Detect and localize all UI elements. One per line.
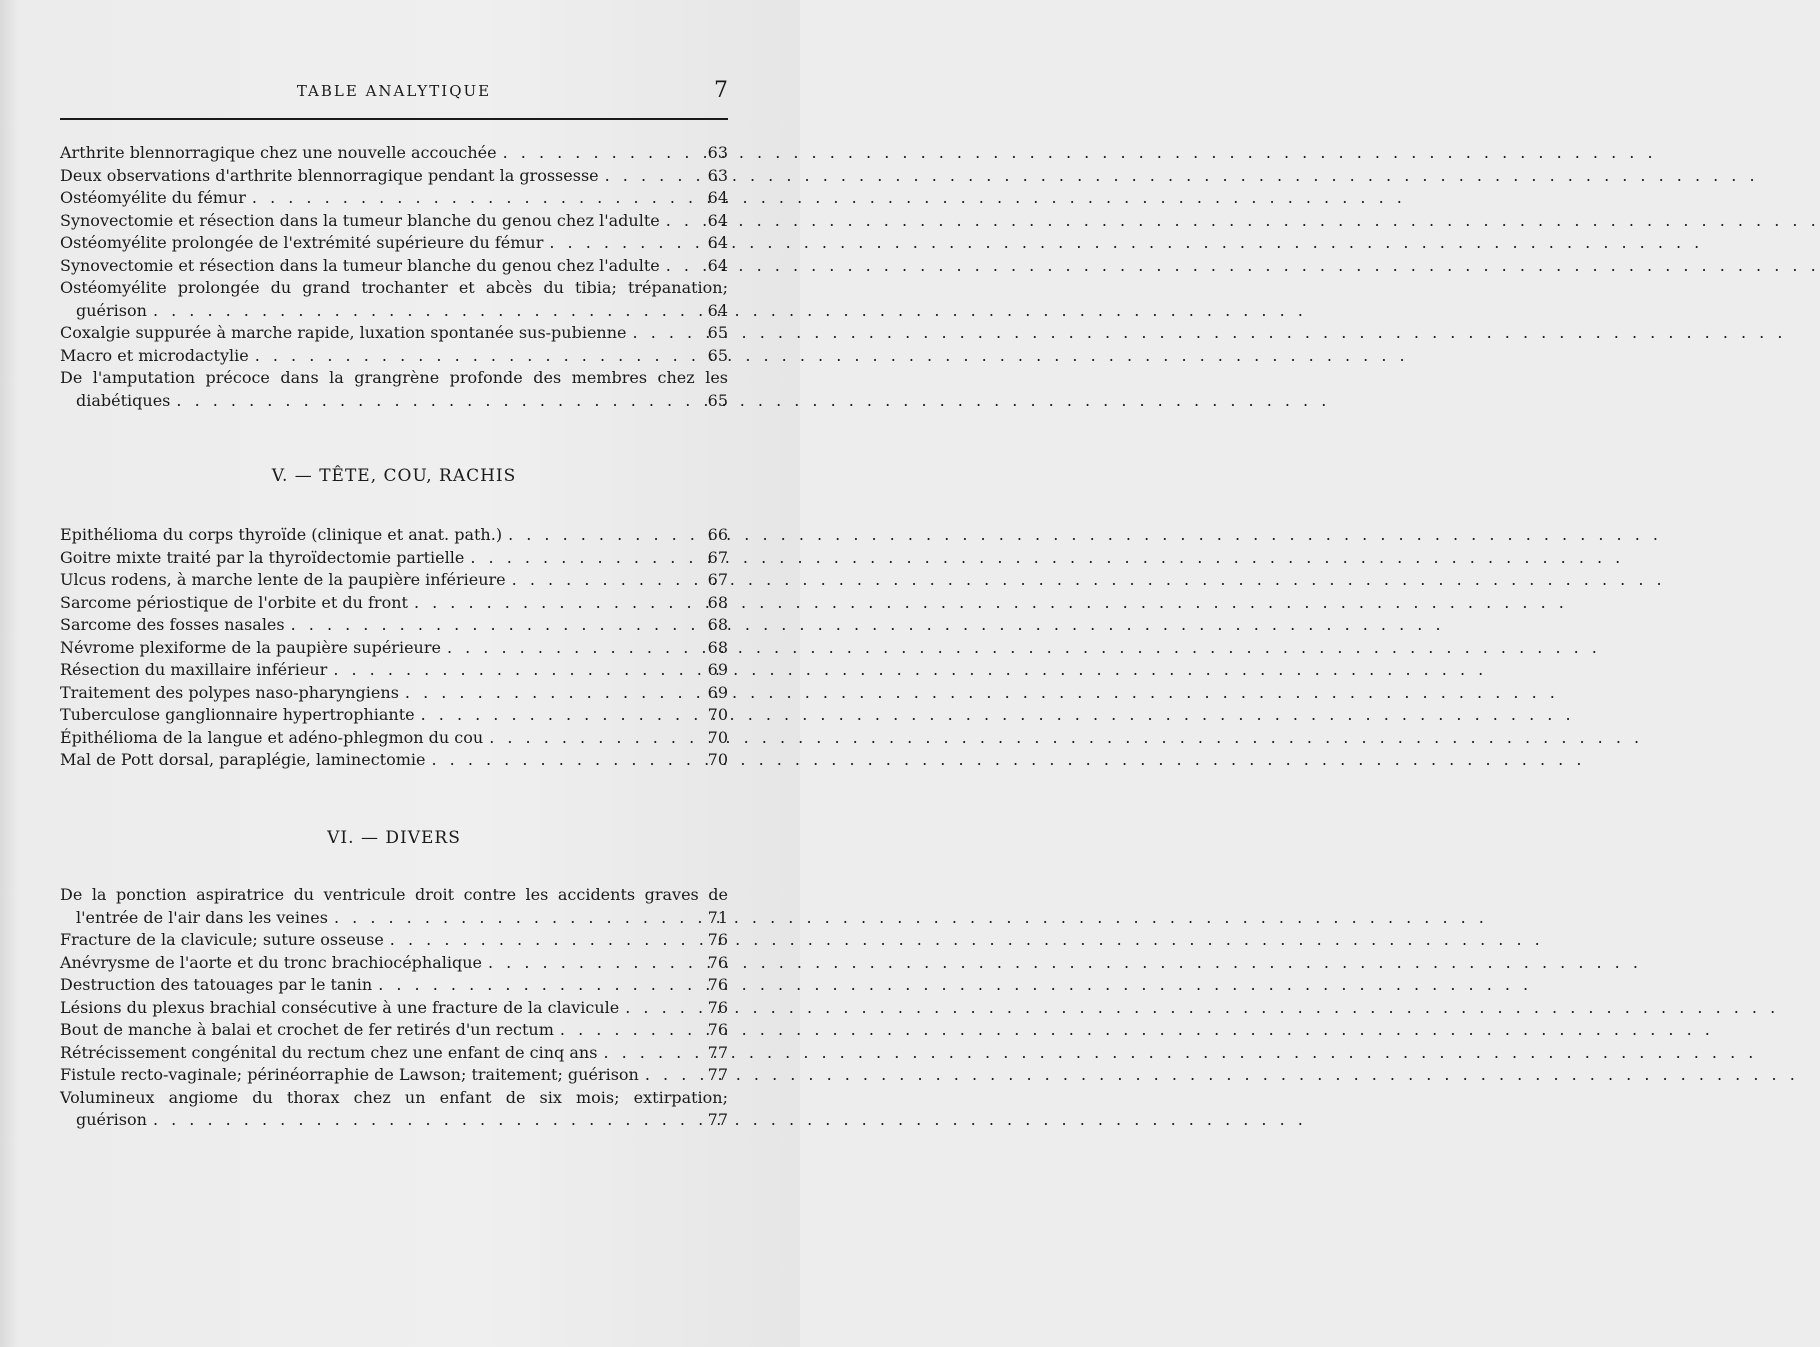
entry-page: 77 bbox=[707, 1110, 728, 1129]
entry-page: 63 bbox=[707, 143, 728, 162]
toc-entry bbox=[60, 322, 728, 345]
entry-title: Deux observations d'arthrite blennorragique pendant la grossesse bbox=[60, 165, 599, 185]
dot-leader bbox=[512, 569, 692, 592]
toc-entry bbox=[60, 345, 728, 368]
entry-page: 68 bbox=[707, 615, 728, 634]
toc-entry bbox=[60, 659, 728, 682]
toc-entry bbox=[60, 682, 728, 705]
entry-page: 63 bbox=[707, 165, 728, 185]
entry-page: 70 bbox=[707, 727, 728, 747]
dot-leader bbox=[153, 300, 692, 323]
toc-entry bbox=[60, 1042, 728, 1065]
dot-leader bbox=[605, 165, 692, 188]
toc-entry bbox=[60, 929, 728, 952]
dot-leader bbox=[447, 637, 692, 660]
entry-title: Épithélioma de la langue et adéno-phlegmon du cou bbox=[60, 727, 484, 747]
dot-leader bbox=[625, 997, 692, 1020]
dot-leader bbox=[255, 345, 692, 368]
entry-title-line2: l'entrée de l'air dans les veines bbox=[76, 907, 328, 927]
dot-leader bbox=[252, 187, 692, 210]
entry-title-line2: guérison bbox=[76, 300, 147, 320]
entry-title: Lésions du plexus brachial consécutive à une fracture de la clavicule bbox=[60, 997, 620, 1017]
entry-title: Fracture de la clavicule; suture osseuse bbox=[60, 930, 384, 949]
entry-title: Ostéomyélite prolongée de l'extrémité supérieure du fémur bbox=[60, 233, 544, 252]
entry-page: 76 bbox=[707, 975, 728, 994]
section-vi-title: VI. — DIVERS bbox=[327, 828, 461, 848]
entry-title: Sarcome périostique de l'orbite et du front bbox=[60, 592, 408, 612]
dot-leader bbox=[414, 592, 692, 615]
entry-page: 68 bbox=[707, 592, 728, 612]
entry-title: Névrome plexiforme de la paupière supérieure bbox=[60, 637, 441, 657]
entry-page: 77 bbox=[707, 1065, 728, 1084]
dot-leader bbox=[666, 210, 692, 233]
entry-page: 67 bbox=[707, 570, 728, 589]
entry-title: Anévrysme de l'aorte et du tronc brachiocéphalique bbox=[60, 952, 482, 972]
toc-entry bbox=[60, 569, 728, 592]
page-header bbox=[60, 78, 728, 108]
section-v-title: V. — TÊTE, COU, RACHIS bbox=[271, 466, 517, 486]
entry-page: 64 bbox=[707, 255, 728, 275]
entry-title: Ulcus rodens, à marche lente de la paupière inférieure bbox=[60, 570, 506, 589]
dot-leader bbox=[390, 929, 692, 952]
entry-page: 69 bbox=[707, 682, 728, 702]
toc-entry bbox=[60, 974, 728, 997]
entry-page: 64 bbox=[707, 188, 728, 207]
dot-leader bbox=[176, 390, 692, 413]
entry-title: Ostéomyélite du fémur bbox=[60, 188, 246, 207]
dot-leader bbox=[378, 974, 692, 997]
toc-entry bbox=[60, 547, 728, 570]
entry-page: 65 bbox=[707, 345, 728, 365]
toc-entry bbox=[60, 165, 728, 188]
entry-title: Traitement des polypes naso-pharyngiens bbox=[60, 682, 399, 702]
dot-leader bbox=[405, 682, 692, 705]
dot-leader bbox=[153, 1109, 692, 1132]
entry-page: 70 bbox=[707, 705, 728, 724]
toc-entry bbox=[60, 1087, 728, 1132]
entry-page: 76 bbox=[707, 952, 728, 972]
toc-entry bbox=[60, 187, 728, 210]
entry-page: 67 bbox=[707, 547, 728, 567]
entry-title: Destruction des tatouages par le tanin bbox=[60, 975, 373, 994]
dot-leader bbox=[603, 1042, 692, 1065]
toc-entry bbox=[60, 727, 728, 750]
toc-entry bbox=[60, 884, 728, 929]
dot-leader bbox=[488, 952, 692, 975]
entry-page: 76 bbox=[707, 1020, 728, 1039]
entry-title: Tuberculose ganglionnaire hypertrophiante bbox=[60, 705, 415, 724]
entry-title: Mal de Pott dorsal, paraplégie, laminectomie bbox=[60, 750, 426, 769]
book-page bbox=[0, 0, 800, 1347]
dot-leader bbox=[666, 255, 692, 278]
entry-page: 64 bbox=[707, 233, 728, 252]
toc-entry bbox=[60, 142, 728, 165]
toc-entry bbox=[60, 524, 728, 547]
entry-page: 76 bbox=[707, 930, 728, 949]
dot-leader bbox=[645, 1064, 692, 1087]
entry-title-line2: diabétiques bbox=[76, 390, 171, 410]
dot-leader bbox=[489, 727, 692, 750]
entry-title: Goitre mixte traité par la thyroïdectomie partielle bbox=[60, 547, 465, 567]
entry-title: Coxalgie suppurée à marche rapide, luxation spontanée sus-pubienne bbox=[60, 323, 627, 342]
dot-leader bbox=[508, 524, 692, 547]
toc-entry bbox=[60, 637, 728, 660]
entry-page: 66 bbox=[707, 525, 728, 544]
entry-page: 76 bbox=[707, 997, 728, 1017]
entry-title-line1: De l'amputation précoce dans la grangrène profonde des membres chez les bbox=[60, 368, 728, 387]
entry-page: 65 bbox=[707, 323, 728, 342]
toc-entry bbox=[60, 614, 728, 637]
entry-page: 77 bbox=[707, 1042, 728, 1062]
entry-title-line1: Volumineux angiome du thorax chez un enfant de six mois; extirpation; bbox=[60, 1087, 728, 1107]
toc-entry bbox=[60, 1019, 728, 1042]
entry-title-line2: guérison bbox=[76, 1110, 147, 1129]
dot-leader bbox=[291, 614, 692, 637]
toc-entry bbox=[60, 367, 728, 412]
entry-title: Rétrécissement congénital du rectum chez une enfant de cinq ans bbox=[60, 1042, 598, 1062]
entry-title: Synovectomie et résection dans la tumeur blanche du genou chez l'adulte bbox=[60, 255, 660, 275]
toc-entry bbox=[60, 210, 728, 233]
entry-title: Arthrite blennorragique chez une nouvelle accouchée bbox=[60, 143, 497, 162]
toc-entry bbox=[60, 1064, 728, 1087]
toc-entry bbox=[60, 592, 728, 615]
header-rule bbox=[60, 118, 728, 120]
running-title: TABLE ANALYTIQUE bbox=[296, 82, 492, 100]
toc-entry bbox=[60, 997, 728, 1020]
section-v-entries bbox=[60, 524, 728, 772]
entry-title: Sarcome des fosses nasales bbox=[60, 615, 285, 634]
entry-page: 64 bbox=[707, 210, 728, 230]
page-number: 7 bbox=[714, 78, 728, 103]
toc-entry bbox=[60, 277, 728, 322]
entry-title: Bout de manche à balai et crochet de fer retirés d'un rectum bbox=[60, 1020, 554, 1039]
dot-leader bbox=[421, 704, 692, 727]
toc-entry bbox=[60, 704, 728, 727]
entry-title: Synovectomie et résection dans la tumeur blanche du genou chez l'adulte bbox=[60, 210, 660, 230]
section-iv-entries bbox=[60, 142, 728, 412]
dot-leader bbox=[333, 659, 692, 682]
section-vi-entries bbox=[60, 884, 728, 1132]
entry-title: Macro et microdactylie bbox=[60, 345, 249, 365]
dot-leader bbox=[470, 547, 692, 570]
entry-page: 69 bbox=[707, 660, 728, 679]
dot-leader bbox=[431, 749, 692, 772]
entry-title: Résection du maxillaire inférieur bbox=[60, 660, 328, 679]
toc-entry bbox=[60, 232, 728, 255]
entry-page: 64 bbox=[707, 300, 728, 320]
dot-leader bbox=[334, 907, 692, 930]
toc-entry bbox=[60, 749, 728, 772]
entry-title-line1: Ostéomyélite prolongée du grand trochanter et abcès du tibia; trépanation; bbox=[60, 278, 728, 297]
entry-page: 68 bbox=[707, 637, 728, 657]
entry-title: Epithélioma du corps thyroïde (clinique et anat. path.) bbox=[60, 525, 503, 544]
dot-leader bbox=[549, 232, 692, 255]
entry-page: 70 bbox=[707, 750, 728, 769]
entry-page: 71 bbox=[707, 907, 728, 927]
toc-entry bbox=[60, 255, 728, 278]
dot-leader bbox=[633, 322, 692, 345]
entry-title: Fistule recto-vaginale; périnéorraphie de Lawson; traitement; guérison bbox=[60, 1065, 639, 1084]
toc-entry bbox=[60, 952, 728, 975]
dot-leader bbox=[503, 142, 692, 165]
entry-page: 65 bbox=[707, 390, 728, 410]
dot-leader bbox=[560, 1019, 692, 1042]
entry-title-line1: De la ponction aspiratrice du ventricule droit contre les accidents graves de bbox=[60, 885, 728, 904]
